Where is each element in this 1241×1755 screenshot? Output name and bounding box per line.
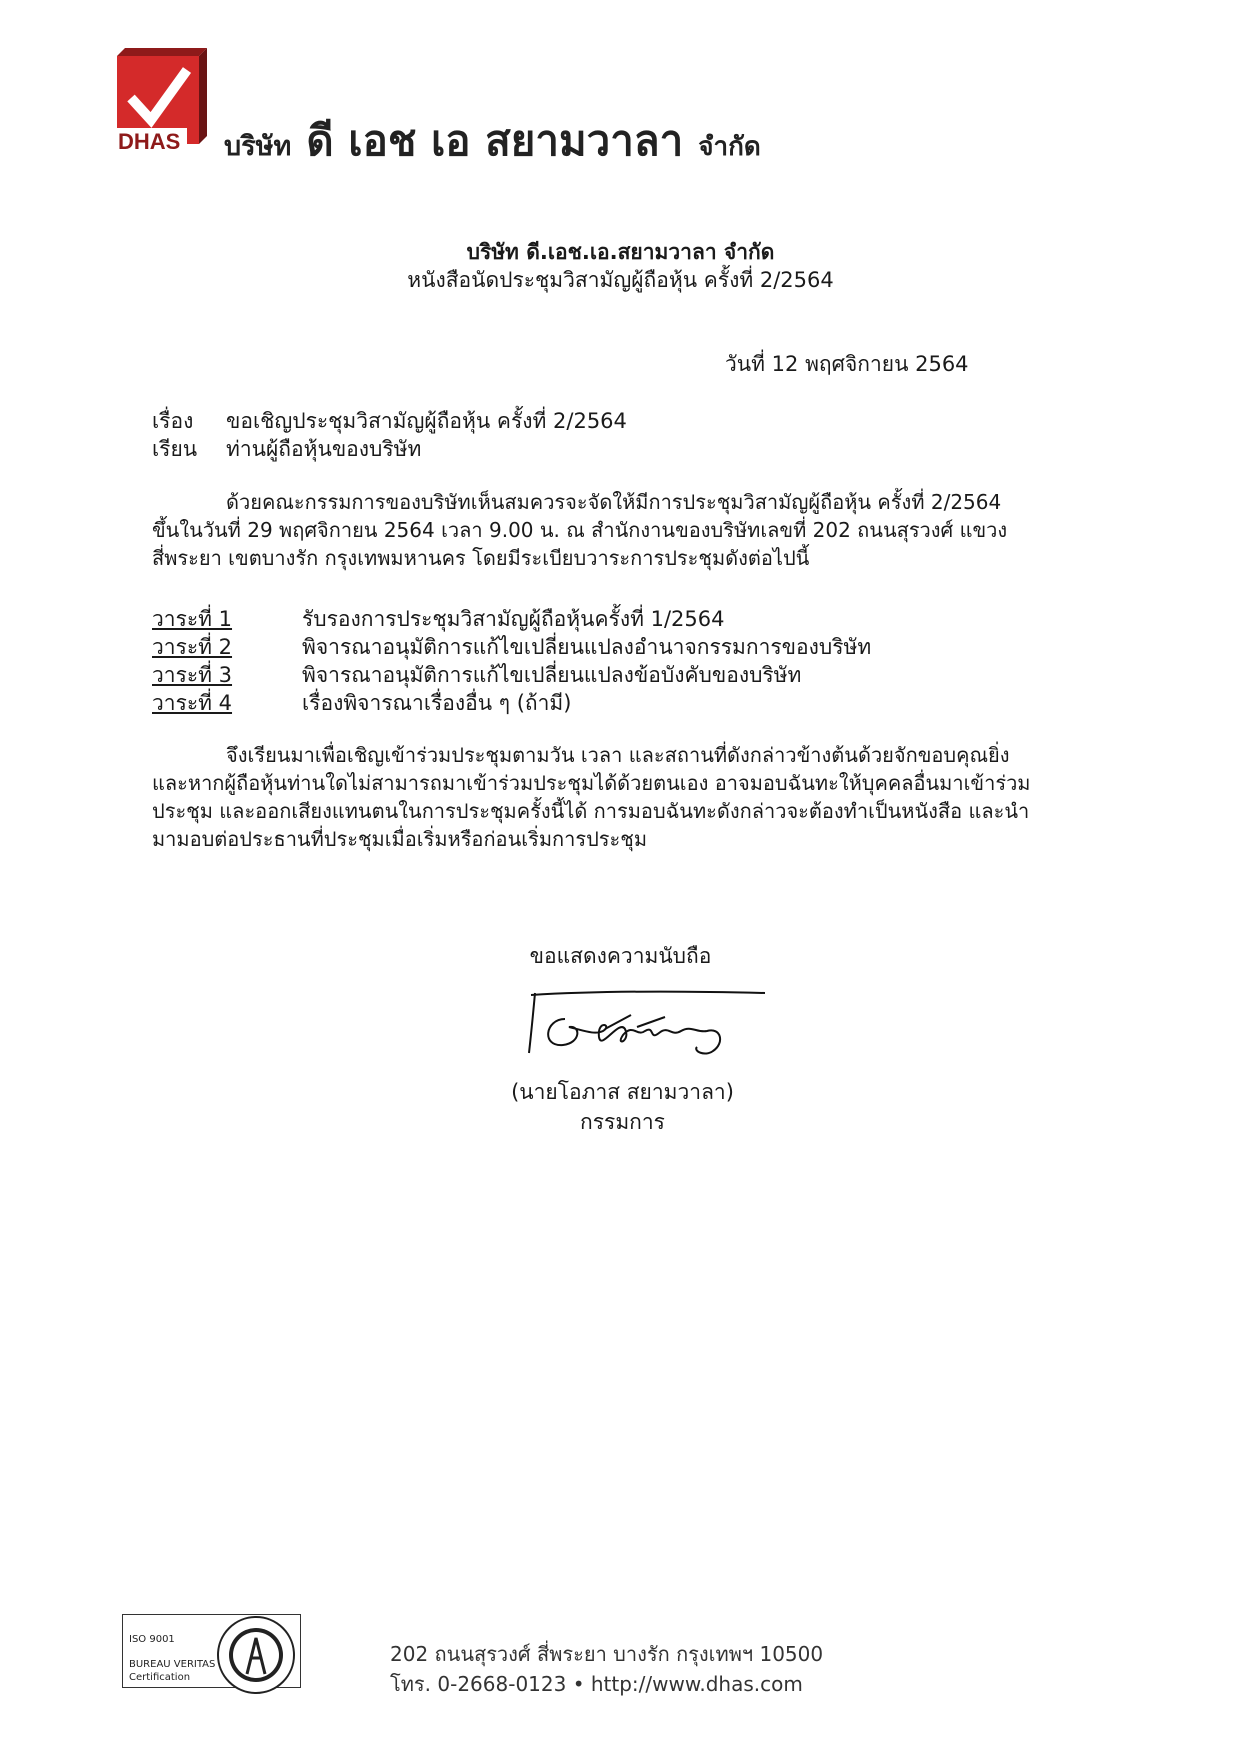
body-line-4: มามอบต่อประธานที่ประชุมเมื่อเริ่มหรือก่อนเริ่มการประชุม [152, 827, 648, 851]
iso-line-1: ISO 9001 [129, 1634, 175, 1645]
intro-line-3: สี่พระยา เขตบางรัก กรุงเทพมหานคร โดยมีระเบียบวาระการประชุมดังต่อไปนี้ [152, 546, 810, 570]
logo-text: DHAS [118, 129, 181, 153]
footer-address: 202 ถนนสุรวงศ์ สี่พระยา บางรัก กรุงเทพฯ 10500 [390, 1642, 824, 1666]
body-line-2: และหากผู้ถือหุ้นท่านใดไม่สามารถมาเข้าร่วมประชุมได้ด้วยตนเอง อาจมอบฉันทะให้บุคคลอื่นมาเข้าร่วม [152, 771, 1031, 795]
signature-image [525, 985, 770, 1065]
agenda-text-3: พิจารณาอนุมัติการแก้ไขเปลี่ยนแปลงข้อบังคับของบริษัท [302, 663, 802, 687]
heading-company: บริษัท ดี.เอช.เอ.สยามวาลา จำกัด [466, 240, 775, 264]
subject-label: เรื่อง [152, 409, 194, 433]
dhas-logo [117, 48, 207, 153]
company-suffix: จำกัด [698, 132, 761, 162]
company-prefix: บริษัท [224, 131, 292, 162]
notice-title: หนังสือนัดประชุมวิสามัญผู้ถือหุ้น ครั้งที่ 2/2564 [407, 268, 834, 292]
agenda-key-4: วาระที่ 4 [152, 691, 233, 715]
agenda-text-2: พิจารณาอนุมัติการแก้ไขเปลี่ยนแปลงอำนาจกรรมการของบริษัท [302, 635, 872, 659]
intro-line-2: ขึ้นในวันที่ 29 พฤศจิกายน 2564 เวลา 9.00 น. ณ สำนักงานของบริษัทเลขที่ 202 ถนนสุรวงศ์ แขวง [152, 518, 1008, 542]
iso-line-3: Certification [129, 1672, 191, 1683]
agenda-key-1: วาระที่ 1 [152, 607, 233, 631]
intro-paragraph [152, 488, 1087, 572]
iso-line-2: BUREAU VERITAS [129, 1659, 216, 1670]
company-letterhead [224, 108, 761, 174]
body-line-1: จึงเรียนมาเพื่อเชิญเข้าร่วมประชุมตามวัน เวลา และสถานที่ดังกล่าวข้างต้นด้วยจักขอบคุณยิ่ง [226, 743, 1010, 767]
body-paragraph [152, 741, 1087, 853]
recipient-value: ท่านผู้ถือหุ้นของบริษัท [226, 437, 422, 461]
bureau-veritas-seal [215, 1614, 297, 1696]
signatory-name: (นายโอภาส สยามวาลา) [511, 1080, 734, 1104]
recipient-label: เรียน [152, 437, 198, 461]
company-name: ดี เอช เอ สยามวาลา [306, 116, 684, 165]
footer-contact: โทร. 0-2668-0123 • http://www.dhas.com [390, 1672, 803, 1696]
letter-date: วันที่ 12 พฤศจิกายน 2564 [725, 352, 969, 376]
agenda-key-3: วาระที่ 3 [152, 663, 233, 687]
closing: ขอแสดงความนับถือ [529, 944, 712, 968]
body-line-3: ประชุม และออกเสียงแทนตนในการประชุมครั้งนี้ได้ การมอบฉันทะดังกล่าวจะต้องทำเป็นหนังสือ และนำ [152, 799, 1030, 823]
agenda-key-2: วาระที่ 2 [152, 635, 233, 659]
agenda-text-4: เรื่องพิจารณาเรื่องอื่น ๆ (ถ้ามี) [302, 691, 572, 715]
intro-line-1: ด้วยคณะกรรมการของบริษัทเห็นสมควรจะจัดให้มีการประชุมวิสามัญผู้ถือหุ้น ครั้งที่ 2/2564 [226, 490, 1002, 514]
subject-value: ขอเชิญประชุมวิสามัญผู้ถือหุ้น ครั้งที่ 2/2564 [226, 409, 627, 433]
signatory-title: กรรมการ [580, 1110, 665, 1134]
agenda-text-1: รับรองการประชุมวิสามัญผู้ถือหุ้นครั้งที่ 1/2564 [302, 607, 725, 631]
